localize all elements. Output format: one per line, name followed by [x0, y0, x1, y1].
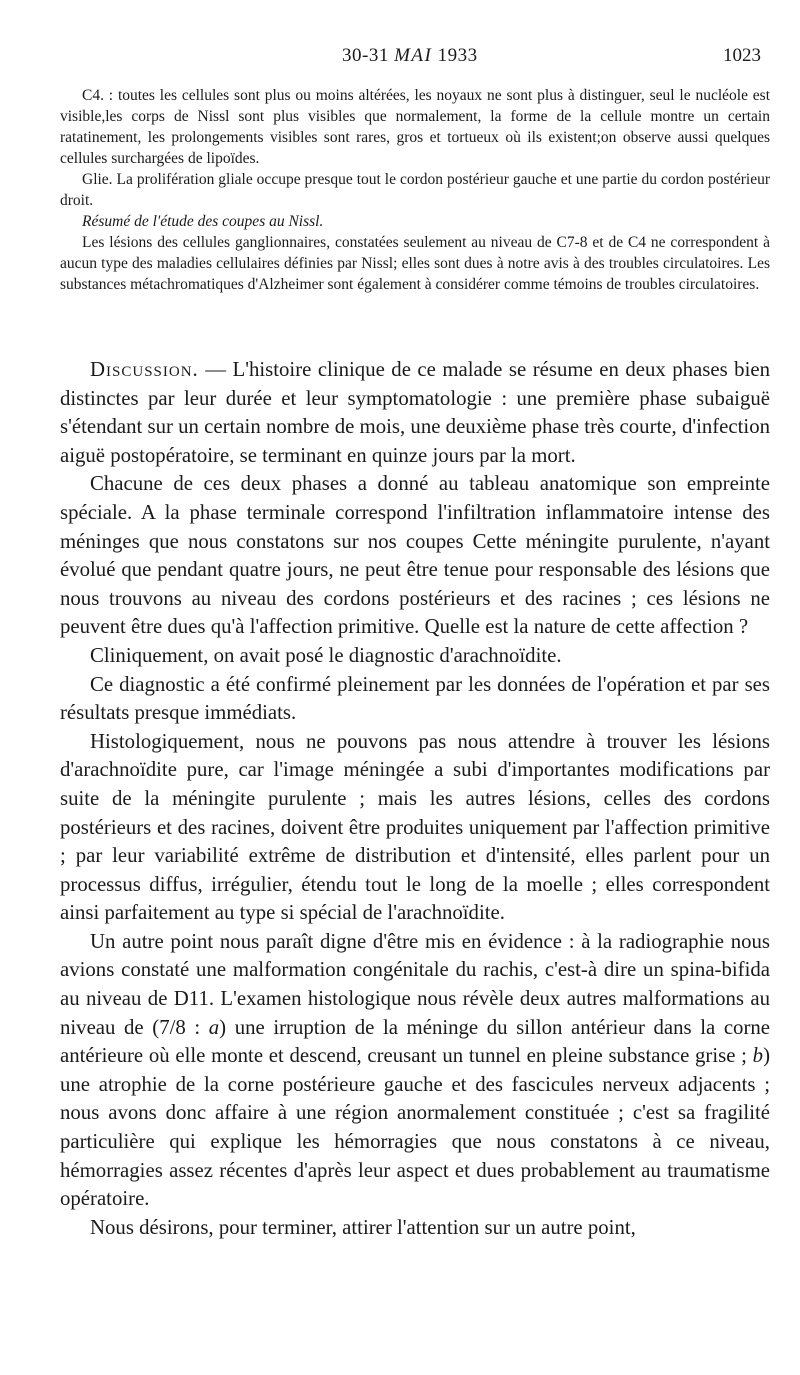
paragraph-6-part-3: ) une atrophie de la corne postérieure gauche et des fascicules nerveux adjacents ; nous avons donc affaire à une région anormalement constituée ; c'est sa fragilité particulière qui explique les hémorragies que nous constatons à ce niveau, hémorragies assez récentes d'après leur aspect et dues probablement au traumatisme opératoire. [60, 1044, 770, 1211]
discussion-paragraph-1 [60, 356, 770, 470]
header-date-month: MAI [394, 45, 433, 66]
discussion-paragraph-2: Chacune de ces deux phases a donné au tableau anatomique son empreinte spéciale. A la phase terminale correspond l'infiltration inflammatoire intense des méninges que nous constatons sur nos coupes Cette méningite purulente, n'ayant évolué que pendant quatre jours, ne peut être tenue pour responsable des lésions que nous trouvons au niveau des cordons postérieurs et des racines ; ces lésions ne peuvent être dues qu'à l'affection primitive. Quelle est la nature de cette affection ? [60, 472, 770, 639]
running-header [0, 40, 800, 70]
discussion-paragraph-5: Histologiquement, nous ne pouvons pas nous attendre à trouver les lésions d'arachnoïdite pure, car l'image méningée a subi d'importantes modifications par suite de la méningite purulente ; mais les autres lésions, celles des cordons postérieurs et des racines, doivent être produites uniquement par l'affection primitive ; par leur variabilité extrême de distribution et d'intensité, elles parlent pour un processus diffus, irrégulier, étendu tout le long de la moelle ; elles correspondent ainsi parfaitement au type si spécial de l'arachnoïdite. [60, 729, 770, 925]
discussion-paragraph-3: Cliniquement, on avait posé le diagnostic d'arachnoïdite. [90, 643, 562, 667]
paragraph-6-part-2: ) une irruption de la méninge du sillon antérieur dans la corne antérieure où elle monte et descend, creusant un tunnel en pleine substance grise ; [60, 1015, 771, 1068]
header-date-days: 30-31 [342, 45, 389, 66]
header-date [342, 45, 478, 67]
discussion-paragraph-4: Ce diagnostic a été confirmé pleinement par les données de l'opération et par ses résultats presque immédiats. [60, 672, 770, 725]
page-number: 1023 [723, 45, 761, 66]
paragraph-c4: C4. : toutes les cellules sont plus ou moins altérées, les noyaux ne sont plus à distinguer, seul le nucléole est visible,les corps de Nissl sont plus visibles que normalement, la forme de la cellule montre un certain ratatinement, les prolongements visibles sont rares, gros et tortueux où ils existent;on observe aussi quelques cellules surchargées de lipoïdes. [60, 87, 770, 167]
resume-subheading: Résumé de l'étude des coupes au Nissl. [82, 213, 324, 230]
enum-a: a [208, 1015, 220, 1039]
header-date-year: 1933 [437, 45, 478, 66]
discussion-paragraph-7: Nous désirons, pour terminer, attirer l'attention sur un autre point, [90, 1215, 636, 1239]
small-print-block [60, 85, 770, 295]
discussion-paragraph-6 [60, 928, 770, 1214]
enum-b: b [752, 1044, 764, 1068]
discussion-heading: Discussion. [90, 358, 199, 381]
paragraph-6-part-1: Un autre point nous paraît digne d'être mis en évidence : à la radiographie nous avions constaté une malformation congénitale du rachis, c'est-à dire un spina-bifida au niveau de D11. L'examen histologique nous révèle deux autres malformations au niveau de (7/8 : [60, 929, 770, 1039]
paragraph-glie: Glie. La prolifération gliale occupe presque tout le cordon postérieur gauche et une partie du cordon postérieur droit. [60, 171, 770, 209]
discussion-paragraph-1-text: — L'histoire clinique de ce malade se résume en deux phases bien distinctes par leur durée et leur symptomatologie : une première phase subaiguë s'étendant sur un certain nombre de mois, une deuxième phase très courte, d'infection aiguë postopératoire, se terminant en quinze jours par la mort. [60, 358, 770, 467]
discussion-section [60, 356, 770, 1242]
paragraph-lesions: Les lésions des cellules ganglionnaires, constatées seulement au niveau de C7-8 et de C4 ne correspondent à aucun type des maladies cellulaires définies par Nissl; elles sont dues à notre avis à des troubles circulatoires. Les substances métachromatiques d'Alzheimer sont également à considérer comme témoins de troubles circulatoires. [60, 234, 770, 293]
